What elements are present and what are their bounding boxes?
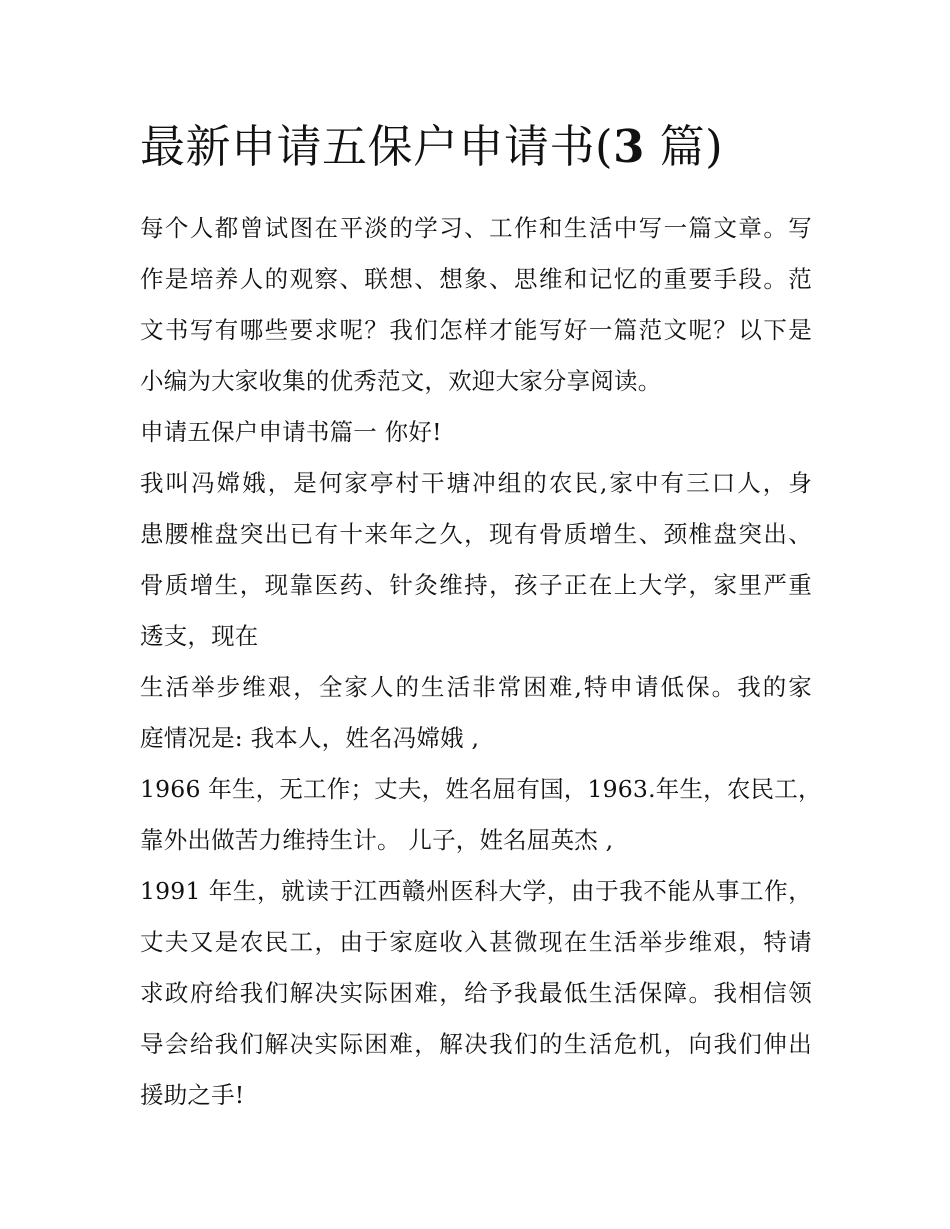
document-title [140,112,812,182]
paragraph-line: 生活举步维艰，全家人的生活非常困难,特申请低保。我的家 [140,673,812,701]
paragraph-line: 1966 年生，无工作；丈夫，姓名屈有国，1963.年生，农民工， [140,775,822,803]
paragraph-line: 患腰椎盘突出已有十来年之久，现有骨质增生、颈椎盘突出、 [140,520,812,548]
paragraph-line: 小编为大家收集的优秀范文，欢迎大家分享阅读。 [140,367,662,395]
title-tail: 篇) [644,120,724,173]
paragraph-line: 导会给我们解决实际困难，解决我们的生活危机，向我们伸出 [140,1030,812,1058]
paragraph-line: 丈夫又是农民工，由于家庭收入甚微现在生活举步维艰，特请 [140,928,812,956]
title-number: 3 [613,120,645,173]
document-page [140,112,822,1121]
paragraph-line: 透支，现在 [140,622,259,650]
section-heading: 申请五保户申请书篇一 你好! [140,418,442,446]
paragraph-line: 1991 年生，就读于江西赣州医科大学，由于我不能从事工作， [140,877,812,905]
document-body [140,203,822,1121]
paragraph-line: 靠外出做苦力维持生计。 儿子，姓名屈英杰 , [140,826,614,854]
paragraph-line: 求政府给我们解决实际困难，给予我最低生活保障。我相信领 [140,979,812,1007]
paragraph-line: 援助之手! [140,1081,245,1109]
paragraph-line: 骨质增生，现靠医药、针灸维持，孩子正在上大学，家里严重 [140,571,812,599]
paragraph-line: 作是培养人的观察、联想、想象、思维和记忆的重要手段。范 [140,265,812,293]
paragraph-line: 文书写有哪些要求呢？我们怎样才能写好一篇范文呢？以下是 [140,316,812,344]
paragraph-line: 庭情况是: 我本人，姓名冯嫦娥 , [140,724,480,752]
title-main: 最新申请五保户申请书( [140,120,614,173]
paragraph-line: 每个人都曾试图在平淡的学习、工作和生活中写一篇文章。写 [140,214,812,242]
paragraph-line: 我叫冯嫦娥，是何家亭村干塘冲组的农民,家中有三口人，身 [140,469,812,497]
